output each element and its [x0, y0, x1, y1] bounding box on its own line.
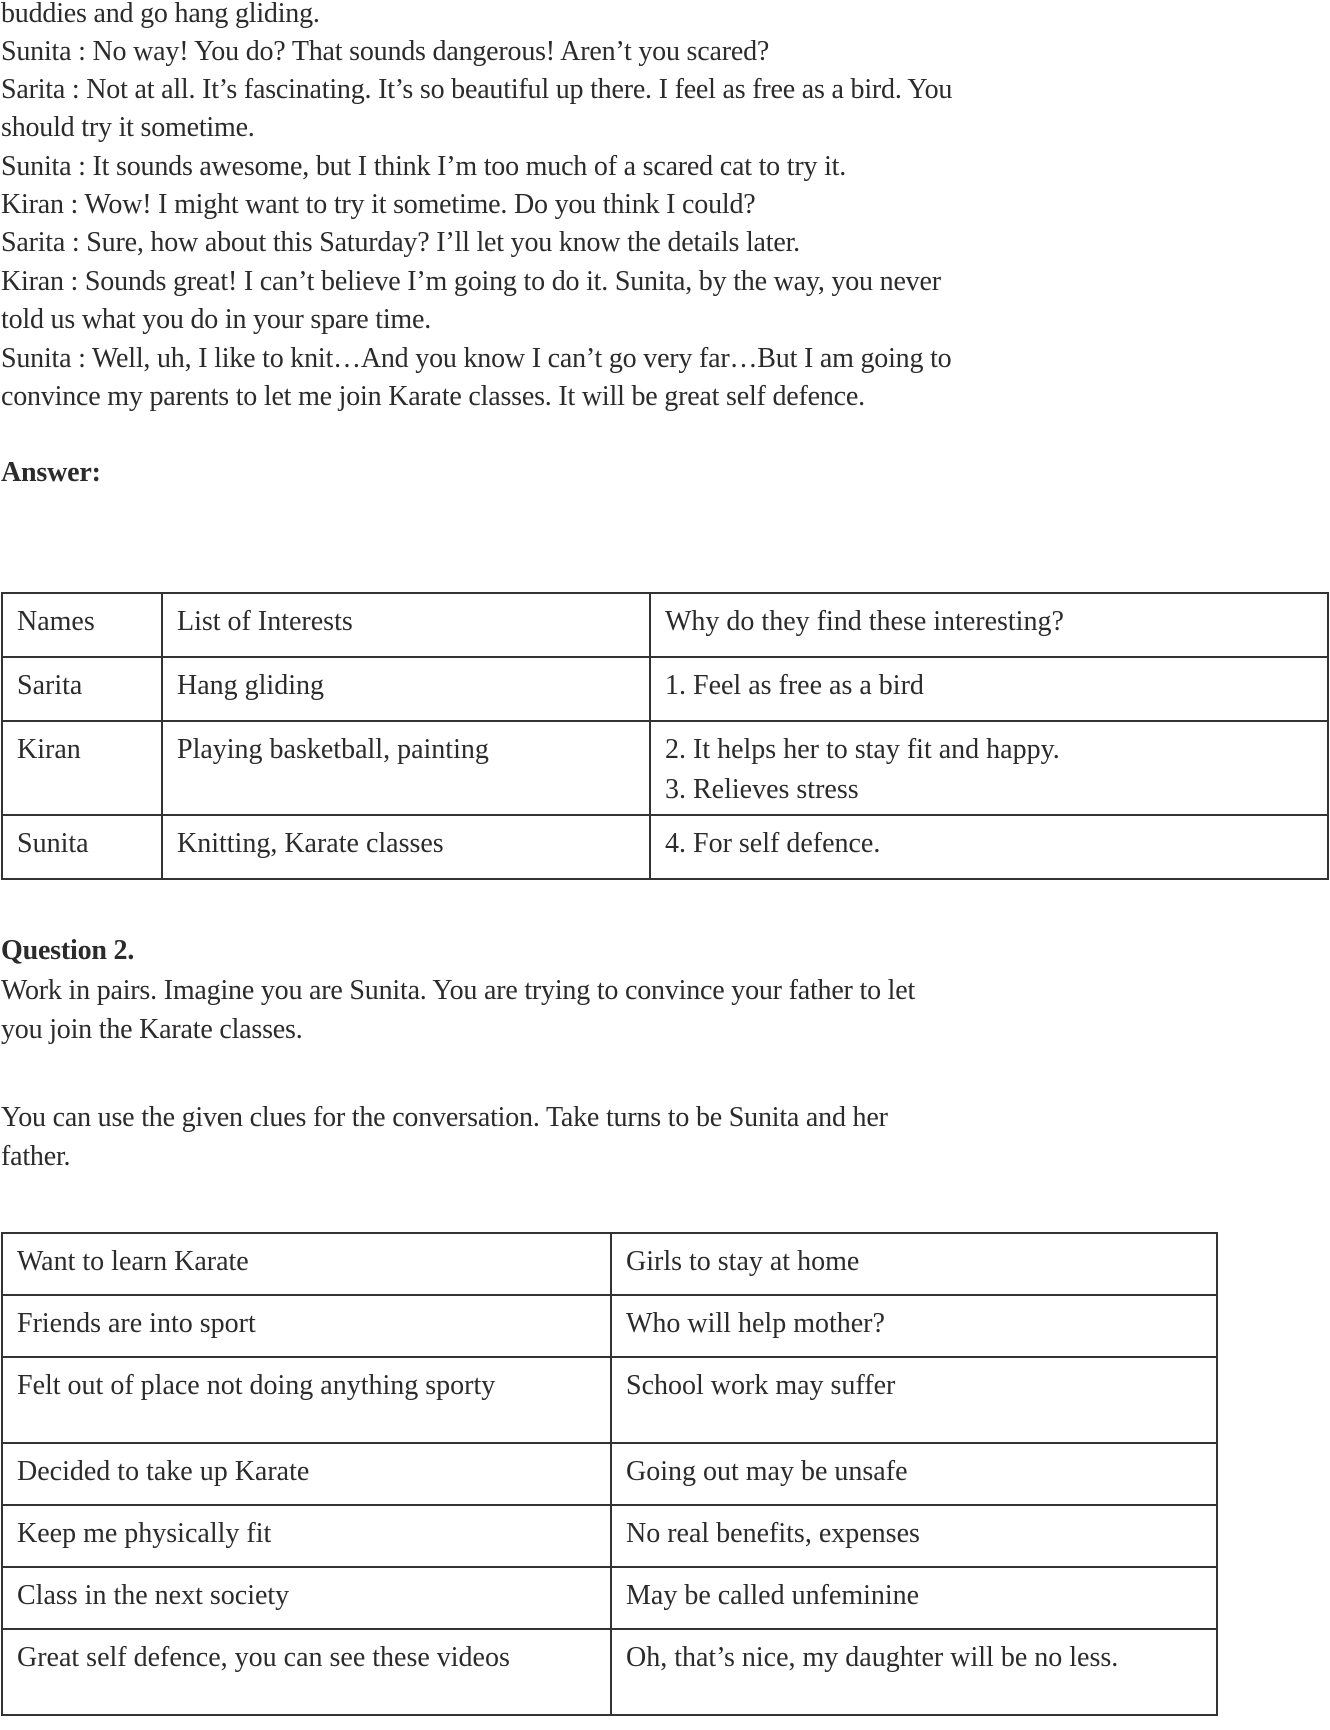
cell-father: No real benefits, expenses	[611, 1505, 1217, 1567]
cell-interests: Hang gliding	[162, 657, 650, 721]
cell-father: Girls to stay at home	[611, 1233, 1217, 1295]
cell-sunita: Friends are into sport	[2, 1295, 611, 1357]
cell-name: Sarita	[2, 657, 162, 721]
reason-line: 4. For self defence.	[665, 828, 881, 859]
cell-father: School work may suffer	[611, 1357, 1217, 1443]
cell-sunita: Keep me physically fit	[2, 1505, 611, 1567]
table-row	[2, 721, 1328, 815]
cell-interests: Knitting, Karate classes	[162, 815, 650, 879]
answer-heading: Answer:	[1, 457, 101, 488]
cell-father: Oh, that’s nice, my daughter will be no less.	[611, 1629, 1217, 1715]
cell-sunita: Want to learn Karate	[2, 1233, 611, 1295]
dialogue-line: told us what you do in your spare time.	[1, 304, 432, 335]
cell-reason	[650, 657, 1328, 721]
dialogue-line: Kiran : Wow! I might want to try it sometime. Do you think I could?	[1, 189, 756, 220]
cell-father: May be called unfeminine	[611, 1567, 1217, 1629]
table-row	[2, 1295, 1217, 1357]
cell-name: Kiran	[2, 721, 162, 815]
question-text: you join the Karate classes.	[1, 1014, 303, 1045]
table-row	[2, 1357, 1217, 1443]
reason-line: 3. Relieves stress	[665, 774, 859, 805]
table-header-row	[2, 593, 1328, 657]
header-names: Names	[2, 593, 162, 657]
cell-name: Sunita	[2, 815, 162, 879]
dialogue-line: Sunita : It sounds awesome, but I think I’m too much of a scared cat to try it.	[1, 151, 847, 182]
table-row	[2, 1233, 1217, 1295]
reason-line: 1. Feel as free as a bird	[665, 670, 924, 701]
dialogue-line: buddies and go hang gliding.	[1, 0, 320, 29]
cell-reason	[650, 721, 1328, 815]
question-text: Work in pairs. Imagine you are Sunita. You are trying to convince your father to let	[1, 975, 916, 1006]
cell-sunita: Felt out of place not doing anything sporty	[2, 1357, 611, 1443]
table-row	[2, 657, 1328, 721]
interests-table	[1, 592, 1329, 880]
table-row	[2, 1505, 1217, 1567]
cell-reason	[650, 815, 1328, 879]
cell-sunita: Class in the next society	[2, 1567, 611, 1629]
table-row	[2, 1629, 1217, 1715]
header-reasons: Why do they find these interesting?	[650, 593, 1328, 657]
table-row	[2, 815, 1328, 879]
dialogue-line: Sunita : Well, uh, I like to knit…And you know I can’t go very far…But I am going to	[1, 343, 952, 374]
cell-father: Going out may be unsafe	[611, 1443, 1217, 1505]
cell-sunita: Great self defence, you can see these videos	[2, 1629, 611, 1715]
dialogue-line: Sunita : No way! You do? That sounds dangerous! Aren’t you scared?	[1, 36, 770, 67]
cell-father: Who will help mother?	[611, 1295, 1217, 1357]
dialogue-line: Kiran : Sounds great! I can’t believe I’m going to do it. Sunita, by the way, you never	[1, 266, 941, 297]
reason-line: 2. It helps her to stay fit and happy.	[665, 734, 1060, 765]
instruction-text: father.	[1, 1141, 71, 1172]
instruction-text: You can use the given clues for the conversation. Take turns to be Sunita and her	[1, 1102, 888, 1133]
header-interests: List of Interests	[162, 593, 650, 657]
table-row	[2, 1443, 1217, 1505]
clues-table	[1, 1232, 1218, 1716]
dialogue-line: convince my parents to let me join Karate classes. It will be great self defence.	[1, 381, 865, 412]
dialogue-line: Sarita : Not at all. It’s fascinating. It’s so beautiful up there. I feel as free as a bird. You	[1, 74, 953, 105]
cell-interests: Playing basketball, painting	[162, 721, 650, 815]
dialogue-line: Sarita : Sure, how about this Saturday? I’ll let you know the details later.	[1, 227, 800, 258]
question-heading: Question 2.	[1, 935, 135, 966]
cell-sunita: Decided to take up Karate	[2, 1443, 611, 1505]
table-row	[2, 1567, 1217, 1629]
dialogue-line: should try it sometime.	[1, 112, 255, 143]
